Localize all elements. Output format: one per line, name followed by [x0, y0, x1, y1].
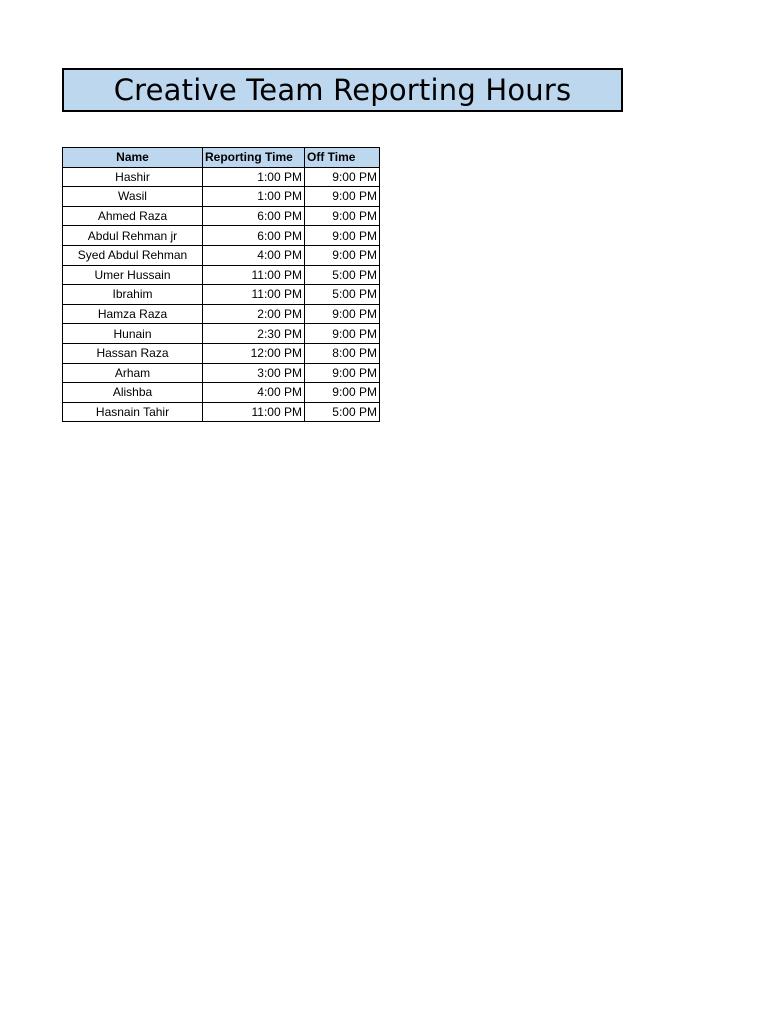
table-row [63, 265, 380, 285]
name-cell: Hassan Raza [63, 343, 203, 363]
off-time-cell: 5:00 PM [305, 265, 380, 285]
reporting-time-cell: 4:00 PM [203, 383, 305, 403]
name-cell: Abdul Rehman jr [63, 226, 203, 246]
table-row [63, 285, 380, 305]
name-cell: Hasnain Tahir [63, 402, 203, 422]
table-header-row [63, 148, 380, 168]
reporting-time-cell: 6:00 PM [203, 206, 305, 226]
name-cell: Alishba [63, 383, 203, 403]
reporting-time-cell: 11:00 PM [203, 402, 305, 422]
table-row [63, 363, 380, 383]
page-title: Creative Team Reporting Hours [113, 73, 572, 107]
name-cell: Hamza Raza [63, 304, 203, 324]
reporting-time-cell: 6:00 PM [203, 226, 305, 246]
table-row [63, 383, 380, 403]
name-cell: Umer Hussain [63, 265, 203, 285]
table-row [63, 304, 380, 324]
table-body [63, 167, 380, 422]
column-header-reporting-time: Reporting Time [203, 148, 305, 168]
name-cell: Arham [63, 363, 203, 383]
name-cell: Hashir [63, 167, 203, 187]
table-row [63, 226, 380, 246]
name-cell: Syed Abdul Rehman [63, 245, 203, 265]
off-time-cell: 9:00 PM [305, 187, 380, 207]
off-time-cell: 8:00 PM [305, 343, 380, 363]
off-time-cell: 9:00 PM [305, 167, 380, 187]
table-row [63, 343, 380, 363]
reporting-time-cell: 4:00 PM [203, 245, 305, 265]
reporting-time-cell: 1:00 PM [203, 187, 305, 207]
table-row [63, 245, 380, 265]
off-time-cell: 5:00 PM [305, 402, 380, 422]
off-time-cell: 9:00 PM [305, 226, 380, 246]
off-time-cell: 9:00 PM [305, 363, 380, 383]
reporting-time-cell: 12:00 PM [203, 343, 305, 363]
table-row [63, 167, 380, 187]
reporting-time-cell: 11:00 PM [203, 265, 305, 285]
name-cell: Hunain [63, 324, 203, 344]
name-cell: Wasil [63, 187, 203, 207]
name-cell: Ibrahim [63, 285, 203, 305]
off-time-cell: 9:00 PM [305, 324, 380, 344]
off-time-cell: 9:00 PM [305, 304, 380, 324]
table-row [63, 187, 380, 207]
column-header-off-time: Off Time [305, 148, 380, 168]
title-banner [62, 68, 623, 112]
off-time-cell: 5:00 PM [305, 285, 380, 305]
reporting-time-cell: 2:00 PM [203, 304, 305, 324]
name-cell: Ahmed Raza [63, 206, 203, 226]
reporting-time-cell: 1:00 PM [203, 167, 305, 187]
reporting-hours-table [62, 147, 380, 422]
reporting-time-cell: 3:00 PM [203, 363, 305, 383]
table-row [63, 324, 380, 344]
off-time-cell: 9:00 PM [305, 383, 380, 403]
reporting-time-cell: 2:30 PM [203, 324, 305, 344]
table-row [63, 402, 380, 422]
reporting-time-cell: 11:00 PM [203, 285, 305, 305]
column-header-name: Name [63, 148, 203, 168]
table-row [63, 206, 380, 226]
off-time-cell: 9:00 PM [305, 206, 380, 226]
off-time-cell: 9:00 PM [305, 245, 380, 265]
